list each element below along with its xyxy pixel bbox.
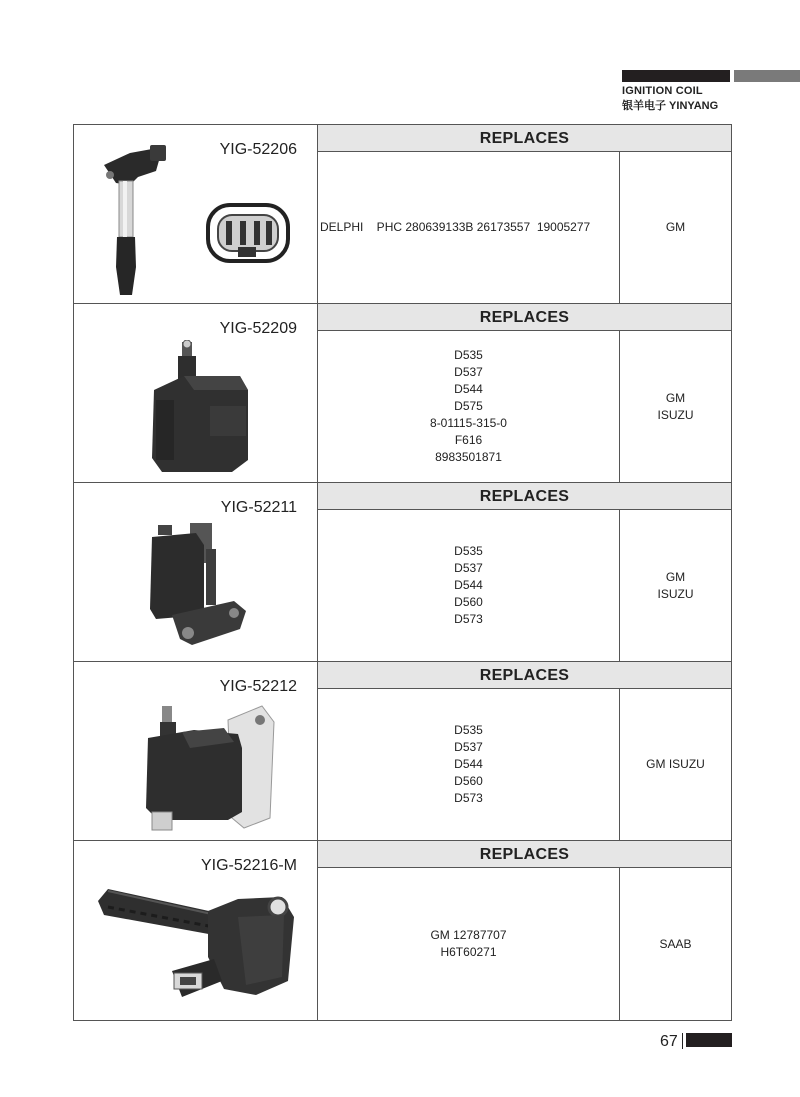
replacement-code: GM 12787707 (430, 928, 507, 942)
part-image-cell (74, 125, 318, 303)
replaces-header: REPLACES (318, 304, 731, 331)
vehicle-make: SAAB (659, 936, 692, 951)
coil-on-plug-image (88, 877, 308, 1017)
header-bar-gray (734, 70, 800, 82)
footer-bar (686, 1033, 732, 1047)
replacement-code: D537 (454, 365, 483, 379)
replacement-code: D575 (454, 399, 483, 413)
part-number: YIG-52206 (219, 141, 297, 158)
part-image-cell (74, 662, 318, 840)
replacement-code: D544 (454, 578, 483, 592)
catalog-row (74, 841, 731, 1020)
replacement-code: D544 (454, 382, 483, 396)
part-number: YIG-52212 (219, 678, 297, 695)
replaces-header: REPLACES (318, 662, 731, 689)
part-number: YIG-52209 (219, 320, 297, 337)
replacement-code: D535 (454, 348, 483, 362)
header-bar-dark (622, 70, 730, 82)
vehicle-makes (620, 152, 731, 303)
replacement-codes (318, 868, 620, 1020)
replacement-code: D537 (454, 561, 483, 575)
replacement-codes (318, 689, 620, 840)
replacement-code: D560 (454, 595, 483, 609)
page-number: 67 (660, 1033, 678, 1050)
replacement-codes (318, 331, 620, 482)
replacement-codes (318, 152, 620, 303)
part-number: YIG-52216-M (200, 857, 297, 874)
vehicle-makes (620, 689, 731, 840)
replacement-code: 8-01115-315-0 (430, 416, 507, 430)
vehicle-make: ISUZU (657, 586, 694, 601)
footer-divider (682, 1033, 683, 1049)
plate-coil-image (134, 702, 284, 834)
catalog-table (73, 124, 732, 1021)
vehicle-make: GM (665, 220, 686, 234)
brand-name: 银羊电子 YINYANG (622, 100, 719, 112)
section-title: IGNITION COIL (622, 85, 703, 97)
replacement-code: D535 (454, 723, 483, 737)
replacement-code: D537 (454, 740, 483, 754)
bracket-coil-image (144, 519, 274, 655)
vehicle-makes (620, 868, 731, 1020)
replaces-header: REPLACES (318, 841, 731, 868)
vehicle-make: ISUZU (657, 407, 694, 422)
catalog-row (74, 662, 731, 841)
replacement-code: D573 (454, 791, 483, 805)
replacement-code: D560 (454, 774, 483, 788)
catalog-row (74, 304, 731, 483)
replacement-codes (318, 510, 620, 661)
part-image-cell (74, 841, 318, 1020)
vehicle-make: GM (665, 569, 686, 584)
pencil-coil-image (90, 135, 310, 300)
catalog-row (74, 125, 731, 304)
replaces-header: REPLACES (318, 483, 731, 510)
replacement-code: F616 (454, 433, 483, 447)
replacement-code: DELPHI PHC 280639133B 26173557 19005277 (320, 220, 591, 234)
catalog-row (74, 483, 731, 662)
replaces-header: REPLACES (318, 125, 731, 152)
replacement-code: 8983501871 (435, 450, 502, 464)
replacement-code: D535 (454, 544, 483, 558)
replacement-code: D573 (454, 612, 483, 626)
vehicle-makes (620, 510, 731, 661)
part-image-cell (74, 483, 318, 661)
replacement-code: D544 (454, 757, 483, 771)
part-image-cell (74, 304, 318, 482)
vehicle-make: GM (665, 390, 686, 405)
replacement-code: H6T60271 (440, 945, 497, 959)
vehicle-make: GM ISUZU (646, 757, 705, 771)
vehicle-makes (620, 331, 731, 482)
block-coil-image (144, 340, 274, 478)
part-number: YIG-52211 (220, 499, 297, 516)
